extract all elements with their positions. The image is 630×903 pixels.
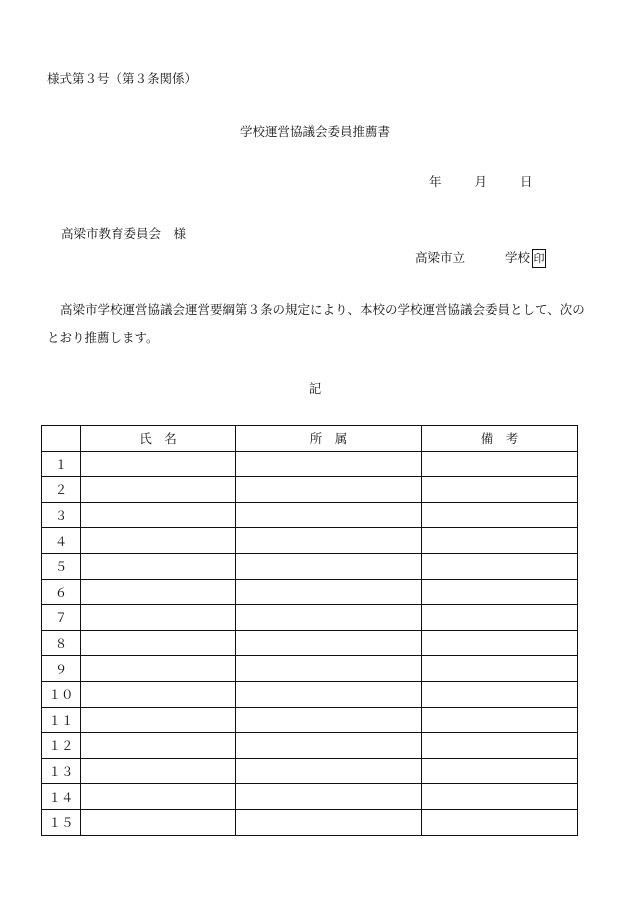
seal-mark: 印 bbox=[532, 249, 546, 268]
affiliation-cell[interactable] bbox=[236, 528, 422, 554]
affiliation-cell[interactable] bbox=[236, 451, 422, 477]
row-number: ３ bbox=[42, 502, 81, 528]
row-number: １３ bbox=[42, 758, 81, 784]
affiliation-cell[interactable] bbox=[236, 605, 422, 631]
date-day: 日 bbox=[519, 174, 533, 189]
table-row bbox=[42, 681, 578, 707]
document-title: 学校運営協議会委員推薦書 bbox=[239, 124, 390, 139]
table-row bbox=[42, 605, 578, 631]
name-cell[interactable] bbox=[81, 707, 236, 733]
name-cell[interactable] bbox=[81, 681, 236, 707]
remarks-cell[interactable] bbox=[422, 656, 578, 682]
row-number: １４ bbox=[42, 784, 81, 810]
remarks-cell[interactable] bbox=[422, 605, 578, 631]
name-cell[interactable] bbox=[81, 553, 236, 579]
remarks-cell[interactable] bbox=[422, 451, 578, 477]
affiliation-cell[interactable] bbox=[236, 681, 422, 707]
table-row bbox=[42, 630, 578, 656]
table-row bbox=[42, 477, 578, 503]
name-cell[interactable] bbox=[81, 758, 236, 784]
name-cell[interactable] bbox=[81, 579, 236, 605]
affiliation-cell[interactable] bbox=[236, 758, 422, 784]
remarks-cell[interactable] bbox=[422, 579, 578, 605]
table-row bbox=[42, 502, 578, 528]
date-line bbox=[429, 172, 532, 190]
table-row bbox=[42, 553, 578, 579]
header-remarks: 備 考 bbox=[422, 426, 578, 452]
date-month: 月 bbox=[474, 174, 487, 189]
affiliation-cell[interactable] bbox=[236, 784, 422, 810]
remarks-cell[interactable] bbox=[422, 707, 578, 733]
name-cell[interactable] bbox=[81, 630, 236, 656]
table-row bbox=[42, 733, 578, 759]
row-number: １１ bbox=[42, 707, 81, 733]
remarks-cell[interactable] bbox=[422, 553, 578, 579]
date-year: 年 bbox=[429, 174, 442, 189]
affiliation-cell[interactable] bbox=[236, 477, 422, 503]
name-cell[interactable] bbox=[81, 656, 236, 682]
remarks-cell[interactable] bbox=[422, 784, 578, 810]
name-cell[interactable] bbox=[81, 528, 236, 554]
remarks-cell[interactable] bbox=[422, 733, 578, 759]
table-row bbox=[42, 579, 578, 605]
affiliation-cell[interactable] bbox=[236, 502, 422, 528]
remarks-cell[interactable] bbox=[422, 681, 578, 707]
name-cell[interactable] bbox=[81, 605, 236, 631]
row-number: １ bbox=[42, 451, 81, 477]
row-number: １０ bbox=[42, 681, 81, 707]
addressee: 高梁市教育委員会 様 bbox=[61, 226, 187, 241]
remarks-cell[interactable] bbox=[422, 477, 578, 503]
affiliation-cell[interactable] bbox=[236, 656, 422, 682]
row-number: ７ bbox=[42, 605, 81, 631]
name-cell[interactable] bbox=[81, 451, 236, 477]
affiliation-cell[interactable] bbox=[236, 553, 422, 579]
table-row bbox=[42, 707, 578, 733]
row-number: ４ bbox=[42, 528, 81, 554]
row-number: ９ bbox=[42, 656, 81, 682]
ki-heading: 記 bbox=[308, 381, 322, 396]
table-row bbox=[42, 528, 578, 554]
form-number: 様式第３号（第３条関係） bbox=[47, 71, 198, 86]
row-number: ２ bbox=[42, 477, 81, 503]
remarks-cell[interactable] bbox=[422, 630, 578, 656]
row-number: ８ bbox=[42, 630, 81, 656]
row-number: ５ bbox=[42, 553, 81, 579]
row-number: ６ bbox=[42, 579, 81, 605]
remarks-cell[interactable] bbox=[422, 502, 578, 528]
row-number: １５ bbox=[42, 809, 81, 835]
name-cell[interactable] bbox=[81, 733, 236, 759]
table-header-row bbox=[42, 426, 578, 452]
table-row bbox=[42, 656, 578, 682]
remarks-cell[interactable] bbox=[422, 809, 578, 835]
affiliation-cell[interactable] bbox=[236, 707, 422, 733]
remarks-cell[interactable] bbox=[422, 528, 578, 554]
table-row bbox=[42, 784, 578, 810]
header-affiliation: 所 属 bbox=[236, 426, 422, 452]
table-row bbox=[42, 451, 578, 477]
header-name: 氏 名 bbox=[81, 426, 236, 452]
header-number bbox=[42, 426, 81, 452]
table-row bbox=[42, 809, 578, 835]
name-cell[interactable] bbox=[81, 502, 236, 528]
member-table bbox=[41, 425, 578, 836]
body-paragraph: 高梁市学校運営協議会運営要綱第３条の規定により、本校の学校運営協議会委員として、次のとおり推薦します。 bbox=[47, 302, 585, 345]
sender-prefix: 高梁市立 bbox=[415, 250, 466, 265]
name-cell[interactable] bbox=[81, 784, 236, 810]
name-cell[interactable] bbox=[81, 477, 236, 503]
affiliation-cell[interactable] bbox=[236, 733, 422, 759]
affiliation-cell[interactable] bbox=[236, 579, 422, 605]
remarks-cell[interactable] bbox=[422, 758, 578, 784]
sender-suffix: 学校 bbox=[505, 250, 531, 265]
table-row bbox=[42, 758, 578, 784]
affiliation-cell[interactable] bbox=[236, 630, 422, 656]
sender-line bbox=[415, 248, 546, 268]
row-number: １２ bbox=[42, 733, 81, 759]
name-cell[interactable] bbox=[81, 809, 236, 835]
affiliation-cell[interactable] bbox=[236, 809, 422, 835]
